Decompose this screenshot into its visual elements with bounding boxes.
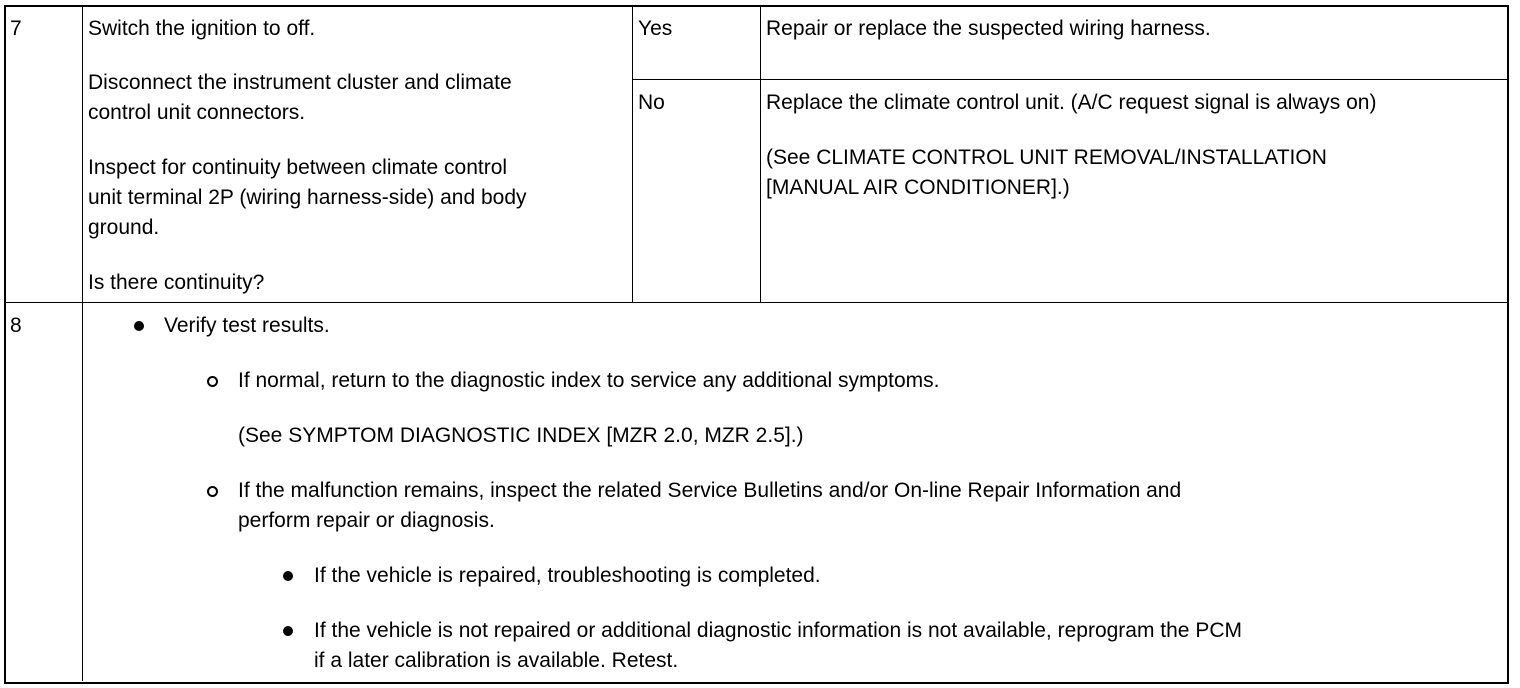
answer-column-divider — [760, 6, 761, 303]
instruction-line: Verify test results. — [164, 314, 330, 337]
result-no-line: Replace the climate control unit. (A/C request signal is always on) — [766, 91, 1377, 114]
result-no-line: [MANUAL AIR CONDITIONER].) — [766, 176, 1070, 199]
step-number-7: 7 — [10, 17, 22, 40]
action-line: Is there continuity? — [88, 271, 265, 294]
action-line: Switch the ignition to off. — [88, 17, 316, 40]
step-column-divider — [82, 6, 83, 681]
answer-no: No — [638, 91, 665, 114]
bullet-hollow-icon — [207, 486, 218, 497]
step-number-8: 8 — [10, 314, 22, 337]
instruction-line: If the vehicle is not repaired or additional diagnostic information is not available, reprogram the PCM — [314, 619, 1242, 642]
row-divider — [6, 302, 1507, 303]
action-line: unit terminal 2P (wiring harness-side) and body — [88, 186, 527, 209]
bullet-filled-icon — [283, 626, 293, 636]
answer-yes: Yes — [638, 17, 673, 40]
instruction-line: If the malfunction remains, inspect the related Service Bulletins and/or On-line Repair Information and — [238, 479, 1182, 502]
bullet-hollow-icon — [207, 376, 218, 387]
bullet-filled-icon — [283, 571, 293, 581]
action-line: ground. — [88, 216, 160, 239]
result-yes-line: Repair or replace the suspected wiring harness. — [766, 17, 1211, 40]
instruction-line: (See SYMPTOM DIAGNOSTIC INDEX [MZR 2.0, MZR 2.5].) — [238, 424, 804, 447]
result-no-line: (See CLIMATE CONTROL UNIT REMOVAL/INSTALLATION — [766, 146, 1327, 169]
yes-no-divider — [632, 79, 1507, 80]
instruction-line: If normal, return to the diagnostic index to service any additional symptoms. — [238, 369, 940, 392]
instruction-line: If the vehicle is repaired, troubleshooting is completed. — [314, 564, 821, 587]
instruction-line: perform repair or diagnosis. — [238, 509, 495, 532]
action-column-divider — [632, 6, 633, 303]
bullet-filled-icon — [134, 321, 144, 331]
action-line: Inspect for continuity between climate control — [88, 156, 508, 179]
instruction-line: if a later calibration is available. Retest. — [314, 649, 679, 672]
action-line: control unit connectors. — [88, 101, 306, 124]
action-line: Disconnect the instrument cluster and climate — [88, 71, 512, 94]
